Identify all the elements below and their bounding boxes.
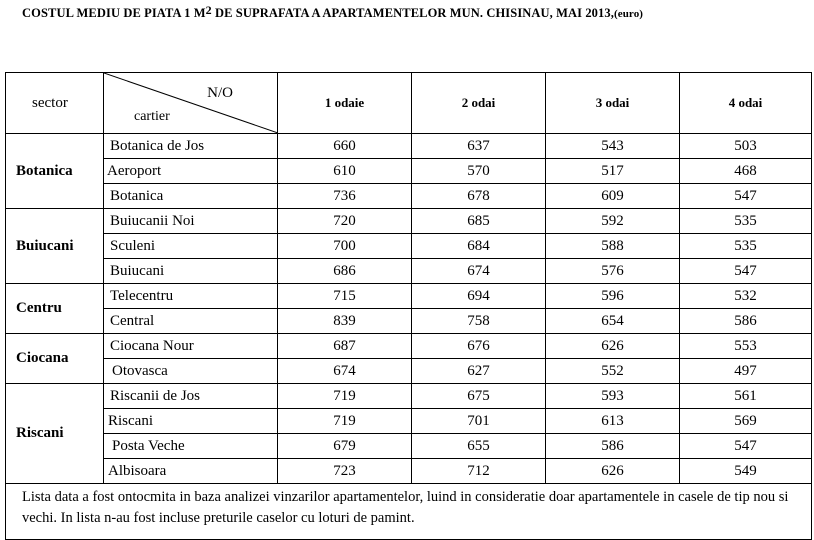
cartier-name: Riscani [104, 409, 278, 434]
price-cell-1: 674 [278, 359, 412, 384]
price-cell-1: 736 [278, 184, 412, 209]
price-cell-2: 685 [412, 209, 546, 234]
table-row [6, 184, 812, 209]
price-cell-1: 839 [278, 309, 412, 334]
price-cell-3: 517 [546, 159, 680, 184]
price-cell-4: 535 [680, 209, 812, 234]
price-cell-3: 613 [546, 409, 680, 434]
price-cell-4: 547 [680, 434, 812, 459]
price-cell-4: 532 [680, 284, 812, 309]
price-cell-4: 503 [680, 134, 812, 159]
header-row [6, 73, 812, 134]
header-sector: sector [6, 73, 104, 134]
sector-name: Botanica [6, 134, 104, 209]
cartier-name: Aeroport [104, 159, 278, 184]
header-col-2: 2 odai [412, 73, 546, 134]
sector-name: Ciocana [6, 334, 104, 384]
price-cell-3: 586 [546, 434, 680, 459]
price-cell-2: 701 [412, 409, 546, 434]
price-cell-1: 660 [278, 134, 412, 159]
price-cell-1: 723 [278, 459, 412, 484]
header-cartier: cartier [134, 109, 170, 124]
header-col-1: 1 odaie [278, 73, 412, 134]
cartier-name: Albisoara [104, 459, 278, 484]
cartier-name: Ciocana Nour [104, 334, 278, 359]
cartier-name: Botanica de Jos [104, 134, 278, 159]
price-cell-2: 712 [412, 459, 546, 484]
diagonal-line [104, 73, 278, 133]
price-cell-2: 674 [412, 259, 546, 284]
price-cell-1: 720 [278, 209, 412, 234]
table-row [6, 209, 812, 234]
price-cell-4: 497 [680, 359, 812, 384]
table-row [6, 259, 812, 284]
price-cell-3: 626 [546, 459, 680, 484]
price-cell-3: 626 [546, 334, 680, 359]
currency-label: (euro) [613, 8, 644, 20]
cartier-name: Botanica [104, 184, 278, 209]
price-cell-2: 676 [412, 334, 546, 359]
price-cell-4: 549 [680, 459, 812, 484]
cartier-name: Buiucanii Noi [104, 209, 278, 234]
price-cell-4: 561 [680, 384, 812, 409]
price-cell-3: 588 [546, 234, 680, 259]
price-cell-2: 627 [412, 359, 546, 384]
price-cell-1: 700 [278, 234, 412, 259]
table-row [6, 309, 812, 334]
price-cell-3: 552 [546, 359, 680, 384]
price-cell-1: 715 [278, 284, 412, 309]
sector-name: Riscani [6, 384, 104, 484]
sector-name: Centru [6, 284, 104, 334]
sector-name: Buiucani [6, 209, 104, 284]
price-cell-2: 655 [412, 434, 546, 459]
table-row [6, 334, 812, 359]
table-row [6, 159, 812, 184]
note-row [6, 484, 812, 540]
table-row [6, 359, 812, 384]
price-cell-2: 758 [412, 309, 546, 334]
cartier-name: Telecentru [104, 284, 278, 309]
header-diagonal-cell [104, 73, 278, 134]
price-cell-1: 686 [278, 259, 412, 284]
price-cell-4: 586 [680, 309, 812, 334]
price-cell-1: 719 [278, 409, 412, 434]
price-cell-1: 687 [278, 334, 412, 359]
header-col-4: 4 odai [680, 73, 812, 134]
footnote: Lista data a fost ontocmita in baza analizei vinzarilor apartamentelor, luind in consideratie doar apartamentele in casele de tip nou si vechi. In lista n-au fost incluse preturile caselor cu loturi de pamint. [6, 484, 812, 540]
cartier-name: Sculeni [104, 234, 278, 259]
table-row [6, 134, 812, 159]
price-cell-3: 593 [546, 384, 680, 409]
price-cell-1: 679 [278, 434, 412, 459]
table-row [6, 459, 812, 484]
table-row [6, 284, 812, 309]
cartier-name: Riscanii de Jos [104, 384, 278, 409]
price-cell-2: 637 [412, 134, 546, 159]
price-cell-4: 547 [680, 259, 812, 284]
header-no: N/O [207, 85, 233, 101]
price-cell-4: 535 [680, 234, 812, 259]
table-row [6, 409, 812, 434]
header-col-3: 3 odai [546, 73, 680, 134]
price-cell-3: 576 [546, 259, 680, 284]
price-cell-2: 678 [412, 184, 546, 209]
price-cell-3: 596 [546, 284, 680, 309]
page-title: COSTUL MEDIU DE PIATA 1 $M^2$ DE SUPRAFATA A APARTAMENTELOR MUN. CHISINAU, MAI 2013,(euro) [22, 3, 644, 20]
price-cell-3: 609 [546, 184, 680, 209]
cartier-name: Otovasca [104, 359, 278, 384]
price-cell-2: 570 [412, 159, 546, 184]
price-table [5, 72, 812, 540]
price-cell-3: 592 [546, 209, 680, 234]
price-cell-3: 654 [546, 309, 680, 334]
price-cell-2: 694 [412, 284, 546, 309]
price-cell-3: 543 [546, 134, 680, 159]
price-cell-1: 719 [278, 384, 412, 409]
price-cell-4: 468 [680, 159, 812, 184]
price-cell-4: 569 [680, 409, 812, 434]
table-row [6, 434, 812, 459]
table-row [6, 384, 812, 409]
price-cell-2: 675 [412, 384, 546, 409]
cartier-name: Buiucani [104, 259, 278, 284]
cartier-name: Central [104, 309, 278, 334]
price-cell-4: 547 [680, 184, 812, 209]
price-cell-2: 684 [412, 234, 546, 259]
price-cell-4: 553 [680, 334, 812, 359]
price-cell-1: 610 [278, 159, 412, 184]
cartier-name: Posta Veche [104, 434, 278, 459]
table-row [6, 234, 812, 259]
superscript: 2 [205, 3, 212, 17]
